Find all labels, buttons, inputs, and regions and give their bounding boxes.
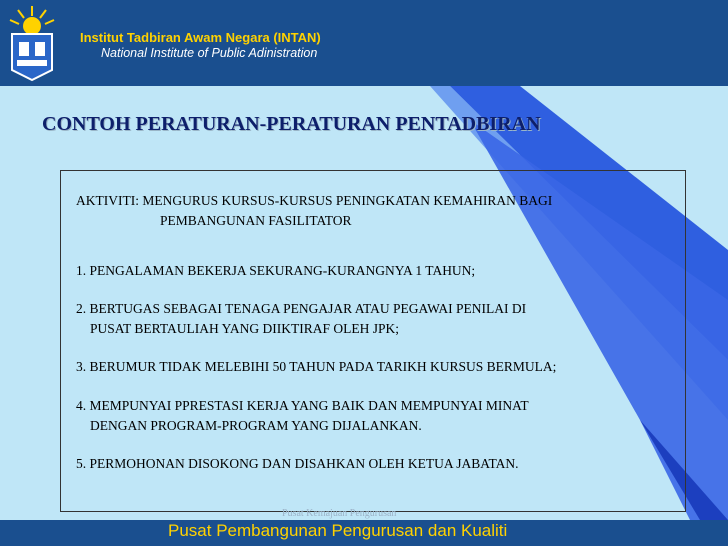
list-item-2-cont: PUSAT BERTAULIAH YANG DIIKTIRAF OLEH JPK; bbox=[90, 321, 399, 336]
activity-line-2: PEMBANGUNAN FASILITATOR bbox=[160, 213, 352, 228]
list-item-1: 1. PENGALAMAN BEKERJA SEKURANG-KURANGNYA 1 TAHUN; bbox=[76, 263, 476, 278]
institute-subtitle: National Institute of Public Adinistration bbox=[101, 46, 318, 60]
book-left-icon bbox=[19, 42, 29, 56]
activity-line-1: AKTIVITI: MENGURUS KURSUS-KURSUS PENINGKATAN KEMAHIRAN BAGI bbox=[76, 193, 553, 208]
footer-faint-text: Pusat Kemajuan Pengurusan bbox=[282, 508, 397, 519]
book-right-icon bbox=[35, 42, 45, 56]
list-item-3: 3. BERUMUR TIDAK MELEBIHI 50 TAHUN PADA TARIKH KURSUS BERMULA; bbox=[76, 359, 557, 374]
institute-title: Institut Tadbiran Awam Negara (INTAN) bbox=[80, 30, 321, 45]
sun-icon bbox=[23, 17, 41, 35]
list-item-2: 2. BERTUGAS SEBAGAI TENAGA PENGAJAR ATAU PEGAWAI PENILAI DI bbox=[76, 301, 527, 316]
footer-text: Pusat Pembangunan Pengurusan dan Kualiti bbox=[168, 521, 508, 540]
list-item-4: 4. MEMPUNYAI PPRESTASI KERJA YANG BAIK DAN MEMPUNYAI MINAT bbox=[76, 398, 529, 413]
shield-icon bbox=[12, 34, 52, 80]
intan-logo-icon bbox=[4, 4, 60, 82]
logo-banner bbox=[17, 60, 47, 66]
list-item-5: 5. PERMOHONAN DISOKONG DAN DISAHKAN OLEH KETUA JABATAN. bbox=[76, 456, 519, 471]
slide-title: CONTOH PERATURAN-PERATURAN PENTADBIRAN bbox=[42, 113, 541, 135]
list-item-4-cont: DENGAN PROGRAM-PROGRAM YANG DIJALANKAN. bbox=[90, 418, 422, 433]
